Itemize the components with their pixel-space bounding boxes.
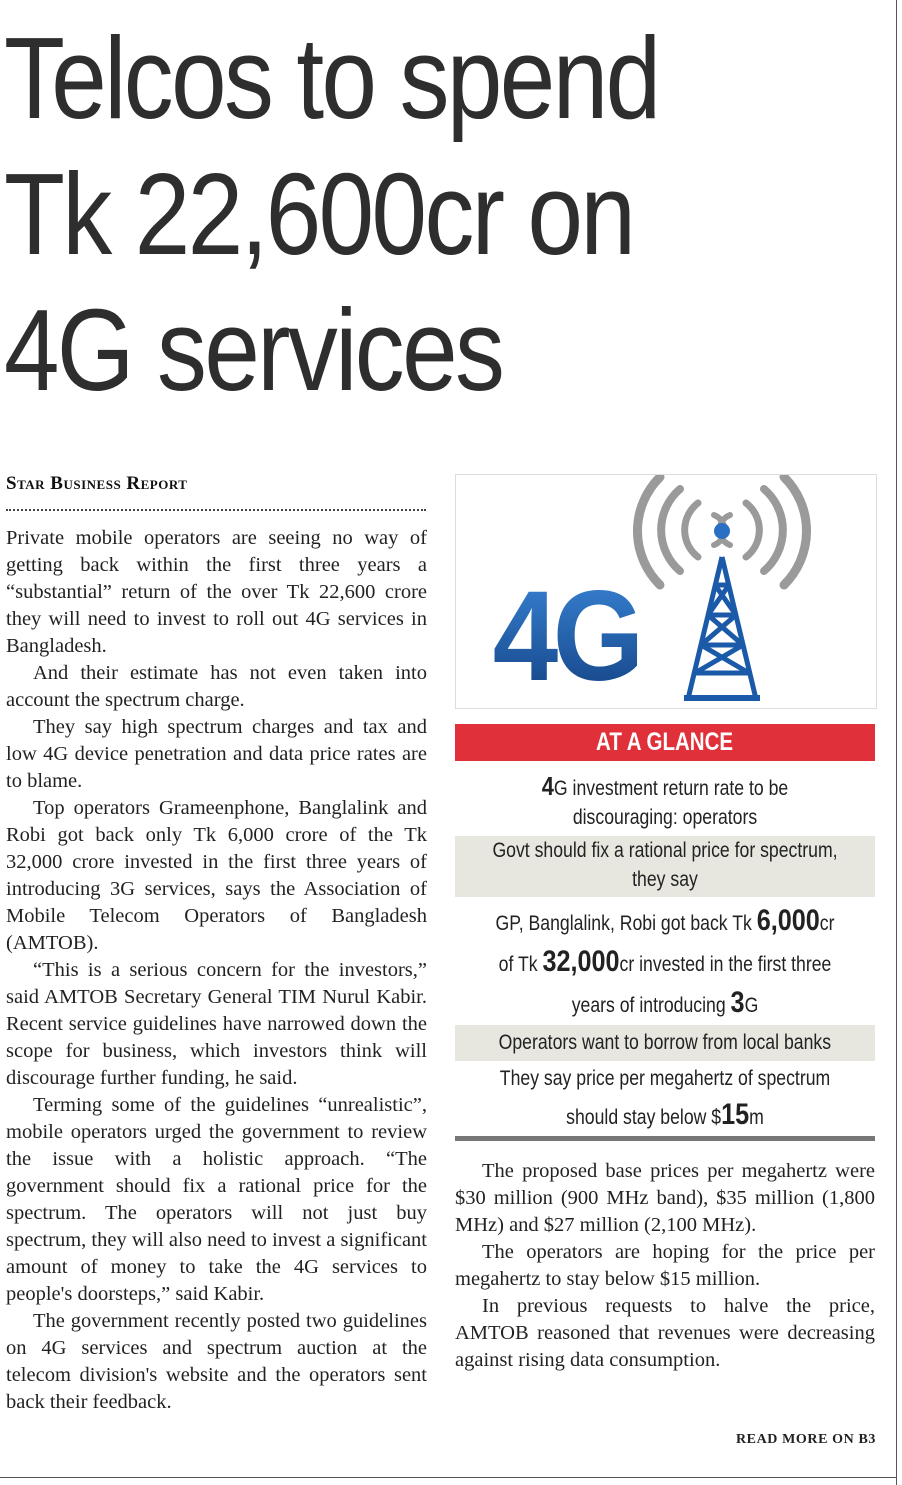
paragraph: Terming some of the guidelines “unrealistic”, mobile operators urged the government to review the issue with a holistic approach. “The government should fix a rational price for the spectrum. The operators will not just buy spectrum, they will also need to invest a significant amount of money to take the 4G services to people's doorsteps,” said Kabir. bbox=[6, 1094, 427, 1305]
paragraph: Top operators Grameenphone, Banglalink and Robi got back only Tk 6,000 crore of the Tk 32,000 crore invested in the first three years of introducing 3G services, says the Association of Mobile Telecom Operators of Bangladesh (AMTOB). bbox=[6, 797, 427, 954]
4g-logo-text: 4G bbox=[492, 565, 639, 708]
paragraph: The operators are hoping for the price per megahertz to stay below $15 million. bbox=[455, 1241, 875, 1290]
4g-tower-icon bbox=[456, 475, 876, 708]
at-a-glance-header bbox=[455, 724, 875, 761]
headline bbox=[4, 10, 761, 418]
paragraph: Private mobile operators are seeing no way of getting back within the first three years a “substantial” return of the over Tk 22,600 crore they will need to invest to roll out 4G services in Bangladesh. bbox=[6, 527, 427, 657]
headline-line: Telcos to spend bbox=[4, 13, 659, 143]
antenna-tip-icon bbox=[714, 523, 730, 539]
glance-bottom-rule bbox=[455, 1136, 875, 1141]
paragraph: And their estimate has not even taken into account the spectrum charge. bbox=[6, 662, 427, 711]
paragraph: They say high spectrum charges and tax and low 4G device penetration and data price rates are to blame. bbox=[6, 716, 427, 792]
dotted-divider bbox=[6, 509, 426, 511]
tower-icon bbox=[688, 557, 756, 699]
at-a-glance-list bbox=[455, 769, 875, 1136]
paragraph: The proposed base prices per megahertz were $30 million (900 MHz band), $35 million (1,800 MHz) and $27 million (2,100 MHz). bbox=[455, 1160, 875, 1236]
paragraph: The government recently posted two guidelines on 4G services and spectrum auction at the telecom division's website and the operators sent back their feedback. bbox=[6, 1310, 427, 1413]
read-more-link[interactable]: READ MORE ON B3 bbox=[735, 1432, 876, 1447]
glance-item: GP, Banglalink, Robi got back Tk 6,000cr of Tk 32,000cr invested in the first three years of introducing 3G bbox=[495, 904, 835, 1019]
column-rule-right bbox=[896, 0, 897, 1485]
glance-item: They say price per megahertz of spectrum should stay below $15m bbox=[499, 1067, 831, 1131]
article-column-right bbox=[455, 1158, 875, 1374]
glance-item: 4G investment return rate to be discouraging: operators bbox=[541, 771, 789, 829]
article-column-left bbox=[6, 525, 427, 1416]
4g-tower-graphic bbox=[455, 474, 877, 709]
at-a-glance-title: AT A GLANCE bbox=[596, 728, 734, 756]
page-rule-bottom bbox=[0, 1477, 896, 1478]
glance-item: Operators want to borrow from local banks bbox=[455, 1025, 875, 1061]
headline-line: Tk 22,600cr on bbox=[4, 149, 634, 279]
byline: Star Business Report bbox=[6, 473, 188, 494]
headline-line: 4G services bbox=[4, 285, 503, 415]
paragraph: In previous requests to halve the price, AMTOB reasoned that revenues were decreasing against rising data consumption. bbox=[455, 1295, 875, 1371]
paragraph: “This is a serious concern for the investors,” said AMTOB Secretary General TIM Nurul Kabir. Recent service guidelines have narrowed down the scope for business, which investors think will discourage further funding, he said. bbox=[6, 959, 427, 1089]
glance-item: Govt should fix a rational price for spectrum, they say bbox=[455, 836, 875, 897]
